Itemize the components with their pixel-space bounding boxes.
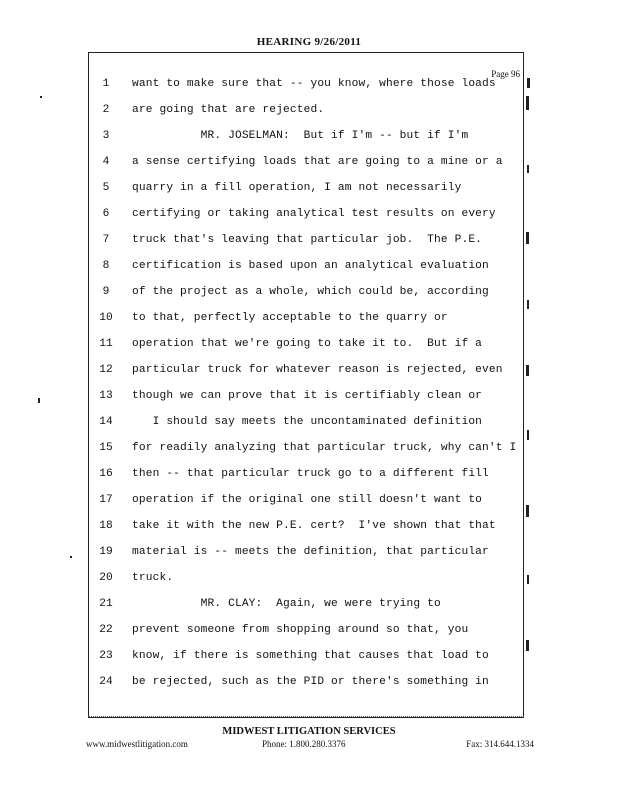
line-text: truck that's leaving that particular job. The P.E. <box>132 234 483 246</box>
line-number: 22 <box>99 624 113 636</box>
scan-speck <box>527 575 529 584</box>
scan-speck <box>70 556 72 558</box>
hearing-header-title: HEARING 9/26/2011 <box>256 36 362 48</box>
line-text: take it with the new P.E. cert? I've shown that that <box>132 520 496 532</box>
page-number-label: Page 96 <box>491 69 520 79</box>
scan-speck <box>38 398 40 403</box>
line-number: 18 <box>99 520 113 532</box>
line-number: 2 <box>102 104 110 116</box>
line-text: know, if there is something that causes that load to <box>132 650 489 662</box>
line-text: certifying or taking analytical test results on every <box>132 208 496 220</box>
line-number: 5 <box>102 182 110 194</box>
line-number: 3 <box>102 130 110 142</box>
scan-speck <box>526 640 529 651</box>
line-text: I should say meets the uncontaminated definition <box>132 416 483 428</box>
footer-company-name: MIDWEST LITIGATION SERVICES <box>222 726 396 737</box>
line-number: 24 <box>99 676 113 688</box>
line-number: 12 <box>99 364 113 376</box>
scan-speck <box>526 505 529 517</box>
line-number: 19 <box>99 546 113 558</box>
line-text: then -- that particular truck go to a different fill <box>132 468 489 480</box>
scan-speck <box>40 96 42 98</box>
line-number: 6 <box>102 208 110 220</box>
line-text: quarry in a fill operation, I am not necessarily <box>132 182 462 194</box>
line-text: of the project as a whole, which could be, according <box>132 286 489 298</box>
scan-speck <box>527 165 529 173</box>
line-number: 11 <box>99 338 113 350</box>
line-number: 17 <box>99 494 113 506</box>
line-text: prevent someone from shopping around so that, you <box>132 624 469 636</box>
line-text: are going that are rejected. <box>132 104 325 116</box>
line-number: 7 <box>102 234 110 246</box>
footer-phone: Phone: 1.800.280.3376 <box>262 739 346 749</box>
line-number: 15 <box>99 442 113 454</box>
footer-fax: Fax: 314.644.1334 <box>466 739 534 749</box>
scan-speck <box>527 300 529 309</box>
footer-website: www.midwestlitigation.com <box>86 739 188 749</box>
line-text: operation if the original one still doesn't want to <box>132 494 483 506</box>
scan-speck <box>526 365 529 376</box>
scan-speck <box>526 232 529 244</box>
line-text: for readily analyzing that particular truck, why can't I <box>132 442 517 454</box>
line-text: though we can prove that it is certifiably clean or <box>132 390 483 402</box>
line-text: material is -- meets the definition, that particular <box>132 546 489 558</box>
line-text: operation that we're going to take it to. But if a <box>132 338 483 350</box>
line-text: MR. CLAY: Again, we were trying to <box>132 598 441 610</box>
line-text: MR. JOSELMAN: But if I'm -- but if I'm <box>132 130 469 142</box>
line-number: 1 <box>102 78 110 90</box>
line-number: 21 <box>99 598 113 610</box>
line-text: particular truck for whatever reason is rejected, even <box>132 364 503 376</box>
line-number: 4 <box>102 156 110 168</box>
line-text: want to make sure that -- you know, where those loads <box>132 78 496 90</box>
line-number: 10 <box>99 312 113 324</box>
line-text: truck. <box>132 572 174 584</box>
line-text: certification is based upon an analytical evaluation <box>132 260 489 272</box>
scan-speck <box>526 96 529 110</box>
line-number: 20 <box>99 572 113 584</box>
transcript-page-frame <box>88 52 524 718</box>
scan-speck <box>527 430 529 440</box>
line-text: to that, perfectly acceptable to the quarry or <box>132 312 448 324</box>
line-number: 8 <box>102 260 110 272</box>
line-number: 13 <box>99 390 113 402</box>
line-number: 9 <box>102 286 110 298</box>
line-number: 23 <box>99 650 113 662</box>
line-text: be rejected, such as the PID or there's something in <box>132 676 489 688</box>
line-text: a sense certifying loads that are going to a mine or a <box>132 156 503 168</box>
page-bottom-rule <box>88 716 524 717</box>
line-number: 14 <box>99 416 113 428</box>
line-number: 16 <box>99 468 113 480</box>
scan-speck <box>527 78 530 88</box>
